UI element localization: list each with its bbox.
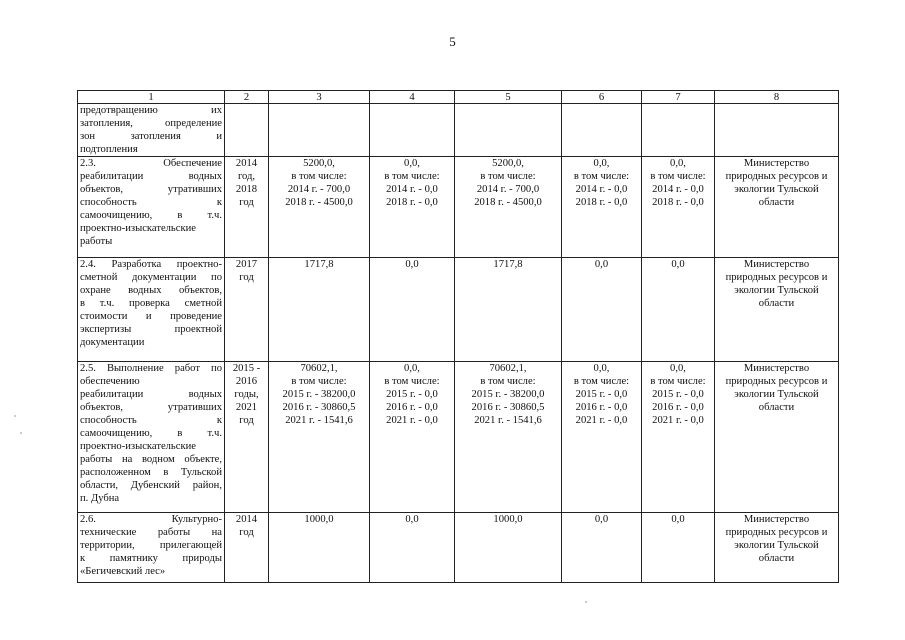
cell-line: 0,0, (404, 158, 420, 169)
federal-cell (370, 104, 455, 157)
federal-cell (370, 362, 455, 513)
municipal-cell (562, 362, 642, 513)
cell-line: 2015 г. - 38200,0 (282, 389, 356, 400)
cell-line: экологии Тульской (734, 540, 819, 551)
cell-line: 2016 (235, 376, 258, 387)
cell-line: 0,0 (671, 259, 685, 270)
header-cell: 5 (455, 91, 562, 104)
cell-line: 0,0, (670, 363, 686, 374)
cell-line: в том числе: (384, 376, 440, 387)
total-cell (269, 258, 370, 362)
municipal-cell (562, 104, 642, 157)
cell-line: 2021 г. - 1541,6 (474, 415, 542, 426)
table-row (78, 104, 839, 157)
cell-line: затопления, определение (80, 118, 222, 129)
cell-line: 2018 (235, 184, 258, 195)
cell-line: подтопления (80, 144, 138, 155)
regional-cell (455, 157, 562, 258)
cell-line: экологии Тульской (734, 184, 819, 195)
cell-line: 2.4. Разработка проектно- (80, 259, 222, 270)
cell-line: 2014 г. - 700,0 (476, 184, 540, 195)
cell-line: Министерство (743, 363, 810, 374)
cell-line: п. Дубна (80, 493, 120, 504)
cell-line: 2016 г. - 0,0 (652, 402, 704, 413)
years-cell (225, 513, 269, 583)
other-cell (642, 513, 715, 583)
cell-line: природных ресурсов и (725, 171, 828, 182)
cell-line: 1000,0 (304, 514, 334, 525)
scan-speck (20, 432, 22, 434)
municipal-cell (562, 258, 642, 362)
cell-line: в том числе: (291, 171, 347, 182)
cell-line: 0,0, (593, 158, 610, 169)
description-cell (78, 258, 225, 362)
scan-speck (14, 415, 16, 417)
cell-line: 2014 (235, 514, 258, 525)
cell-line: годы, (234, 389, 259, 400)
regional-cell (455, 104, 562, 157)
cell-line: год (239, 527, 254, 538)
cell-line: территории, прилегающей (80, 540, 222, 551)
cell-line: 2016 г. - 0,0 (575, 402, 628, 413)
cell-line: реабилитации водных (80, 389, 222, 400)
cell-line: к памятнику природы (80, 553, 222, 564)
years-cell (225, 362, 269, 513)
cell-line: способность к (80, 415, 222, 426)
cell-line: 0,0 (594, 259, 609, 270)
cell-line: 2016 г. - 30860,5 (471, 402, 545, 413)
cell-line: в том числе: (480, 171, 536, 182)
cell-line: работы на водном объекте, (80, 454, 222, 465)
table-row (78, 362, 839, 513)
cell-line: 2018 г. - 0,0 (386, 197, 438, 208)
cell-line: 2021 г. - 0,0 (652, 415, 704, 426)
table-row (78, 258, 839, 362)
cell-line: расположенном в Тульской (80, 467, 222, 478)
cell-line: 2014 г. - 0,0 (386, 184, 438, 195)
executor-cell (715, 513, 839, 583)
header-cell: 3 (269, 91, 370, 104)
header-row (78, 91, 839, 104)
description-cell (78, 362, 225, 513)
cell-line: 2021 г. - 0,0 (386, 415, 438, 426)
cell-line: Министерство (743, 514, 810, 525)
executor-cell (715, 157, 839, 258)
cell-line: 2014 (235, 158, 258, 169)
program-table (77, 90, 839, 583)
cell-line: области (758, 553, 795, 564)
cell-line: объектов, утративших (80, 184, 222, 195)
cell-line: природных ресурсов и (725, 376, 828, 387)
years-cell (225, 157, 269, 258)
municipal-cell (562, 157, 642, 258)
cell-line: экологии Тульской (734, 285, 819, 296)
cell-line: 70602,1, (489, 363, 527, 374)
cell-line: 0,0 (405, 259, 419, 270)
cell-line: проектно-изыскательские (80, 441, 196, 452)
regional-cell (455, 258, 562, 362)
cell-line: документации (80, 337, 145, 348)
cell-line: в том числе: (291, 376, 347, 387)
regional-cell (455, 513, 562, 583)
municipal-cell (562, 513, 642, 583)
cell-line: 2.5. Выполнение работ по (80, 363, 222, 374)
description-cell (78, 104, 225, 157)
cell-line: 2015 - (232, 363, 261, 374)
other-cell (642, 104, 715, 157)
years-cell (225, 104, 269, 157)
cell-line: Министерство (743, 158, 810, 169)
cell-line: в том числе: (650, 376, 706, 387)
cell-line: 2021 (235, 402, 258, 413)
cell-line: проектно-изыскательские (80, 223, 196, 234)
cell-line: 2018 г. - 0,0 (575, 197, 628, 208)
federal-cell (370, 258, 455, 362)
cell-line: 1717,8 (304, 259, 334, 270)
executor-cell (715, 104, 839, 157)
cell-line: 2015 г. - 0,0 (386, 389, 438, 400)
cell-line: сметной документации по (80, 272, 222, 283)
years-cell (225, 258, 269, 362)
cell-line: 2017 (235, 259, 258, 270)
cell-line: 2014 г. - 0,0 (652, 184, 704, 195)
cell-line: охране водных объектов, (80, 285, 222, 296)
cell-line: зон затопления и (80, 131, 222, 142)
scan-speck (585, 601, 587, 603)
cell-line: 2015 г. - 38200,0 (471, 389, 545, 400)
cell-line: в том числе: (480, 376, 536, 387)
cell-line: 1717,8 (493, 259, 523, 270)
cell-line: 2.6. Культурно- (80, 514, 222, 525)
cell-line: экспертизы проектной (80, 324, 222, 335)
cell-line: 2015 г. - 0,0 (652, 389, 704, 400)
cell-line: 2014 г. - 0,0 (575, 184, 628, 195)
total-cell (269, 513, 370, 583)
cell-line: 0,0, (670, 158, 686, 169)
header-cell: 6 (562, 91, 642, 104)
executor-cell (715, 362, 839, 513)
cell-line: 0,0 (594, 514, 609, 525)
total-cell (269, 157, 370, 258)
cell-line: 2014 г. - 700,0 (287, 184, 351, 195)
table-row (78, 157, 839, 258)
cell-line: в т.ч. проверка сметной (80, 298, 222, 309)
description-cell (78, 157, 225, 258)
cell-line: год (239, 415, 254, 426)
cell-line: 70602,1, (300, 363, 338, 374)
cell-line: 5200,0, (492, 158, 524, 169)
header-cell: 4 (370, 91, 455, 104)
federal-cell (370, 513, 455, 583)
header-cell: 2 (225, 91, 269, 104)
cell-line: 2015 г. - 0,0 (575, 389, 628, 400)
total-cell (269, 104, 370, 157)
header-cell: 8 (715, 91, 839, 104)
cell-line: Министерство (743, 259, 810, 270)
cell-line: объектов, утративших (80, 402, 222, 413)
description-cell (78, 513, 225, 583)
cell-line: области, Дубенский район, (80, 480, 222, 491)
cell-line: в том числе: (573, 376, 630, 387)
cell-line: 2016 г. - 0,0 (386, 402, 438, 413)
cell-line: в том числе: (384, 171, 440, 182)
cell-line: самоочищению, в т.ч. (80, 428, 222, 439)
cell-line: 0,0 (671, 514, 685, 525)
header-cell: 1 (78, 91, 225, 104)
cell-line: в том числе: (573, 171, 630, 182)
cell-line: предотвращению их (80, 105, 222, 116)
cell-line: обеспечению (80, 376, 140, 387)
cell-line: области (758, 402, 795, 413)
page-number: 5 (449, 34, 456, 49)
cell-line: в том числе: (650, 171, 706, 182)
cell-line: 2018 г. - 4500,0 (474, 197, 542, 208)
cell-line: 2018 г. - 0,0 (652, 197, 704, 208)
other-cell (642, 258, 715, 362)
cell-line: год (239, 272, 254, 283)
other-cell (642, 157, 715, 258)
cell-line: 0,0, (593, 363, 610, 374)
cell-line: области (758, 197, 795, 208)
regional-cell (455, 362, 562, 513)
cell-line: «Бегичевский лес» (80, 566, 166, 577)
cell-line: 1000,0 (493, 514, 523, 525)
cell-line: самоочищению, в т.ч. (80, 210, 222, 221)
cell-line: способность к (80, 197, 222, 208)
executor-cell (715, 258, 839, 362)
cell-line: реабилитации водных (80, 171, 222, 182)
cell-line: год (239, 197, 254, 208)
cell-line: экологии Тульской (734, 389, 819, 400)
total-cell (269, 362, 370, 513)
cell-line: стоимости и проведение (80, 311, 222, 322)
cell-line: природных ресурсов и (725, 272, 828, 283)
cell-line: области (758, 298, 795, 309)
cell-line: 0,0 (405, 514, 419, 525)
other-cell (642, 362, 715, 513)
cell-line: 5200,0, (303, 158, 335, 169)
cell-line: 2.3. Обеспечение (80, 158, 222, 169)
cell-line: 2016 г. - 30860,5 (282, 402, 356, 413)
cell-line: год, (237, 171, 256, 182)
cell-line: 2021 г. - 1541,6 (285, 415, 353, 426)
federal-cell (370, 157, 455, 258)
header-cell: 7 (642, 91, 715, 104)
cell-line: технические работы на (80, 527, 222, 538)
cell-line: 2018 г. - 4500,0 (285, 197, 353, 208)
cell-line: работы (80, 236, 113, 247)
cell-line: 2021 г. - 0,0 (575, 415, 628, 426)
table-row (78, 513, 839, 583)
cell-line: 0,0, (404, 363, 420, 374)
cell-line: природных ресурсов и (725, 527, 828, 538)
